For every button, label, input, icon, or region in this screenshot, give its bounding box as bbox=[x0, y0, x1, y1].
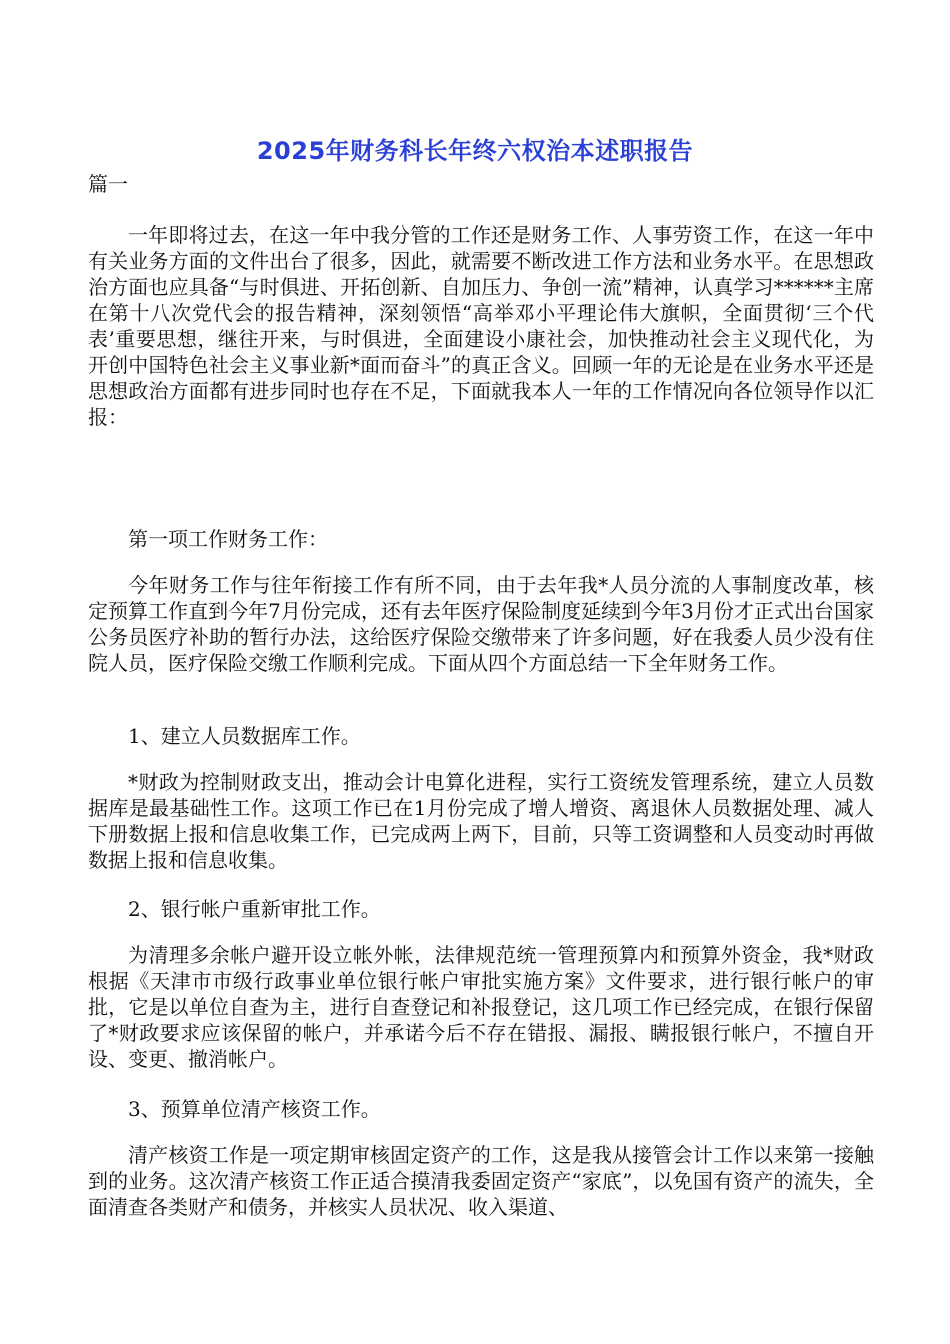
heading-finance-work-text: 第一项工作财务工作： bbox=[128, 527, 328, 551]
item-3-title: 3、预算单位清产核资工作。 bbox=[128, 1097, 381, 1121]
finance-work-text: 今年财务工作与往年衔接工作有所不同，由于去年我*人员分流的人事制度改革，核定预算工作直到今年7月份完成，还有去年医疗保险制度延续到今年3月份才正式出台国家公务员医疗补助的暂行办法，这给医疗保险交缴带来了许多问题，好在我委人员少没有住院人员，医疗保险交缴工作顺利完成。下面从四个方面总结一下全年财务工作。 bbox=[88, 573, 874, 675]
finance-work-paragraph bbox=[88, 572, 874, 676]
item-3-text: 清产核资工作是一项定期审核固定资产的工作，这是我从接管会计工作以来第一接触到的业务。这次清产核资工作正适合摸清我委固定资产“家底”，以免国有资产的流失，全面清查各类财产和债务，并核实人员状况、收入渠道、 bbox=[88, 1143, 874, 1219]
item-1-paragraph bbox=[88, 769, 874, 873]
item-1-heading bbox=[88, 723, 874, 749]
section-label-text: 篇一 bbox=[88, 172, 128, 196]
item-1-title: 1、建立人员数据库工作。 bbox=[128, 724, 361, 748]
item-2-paragraph bbox=[88, 942, 874, 1072]
section-label bbox=[88, 171, 874, 197]
item-3-paragraph bbox=[88, 1142, 874, 1220]
document-title: 2025年财务科长年终六权治本述职报告 bbox=[256, 137, 694, 165]
intro-paragraph bbox=[88, 222, 874, 430]
item-3-heading bbox=[88, 1096, 874, 1122]
heading-finance-work bbox=[88, 526, 874, 552]
item-1-text: *财政为控制财政支出，推动会计电算化进程，实行工资统发管理系统，建立人员数据库是最基础性工作。这项工作已在1月份完成了增人增资、离退休人员数据处理、减人下册数据上报和信息收集工作，已完成两上两下，目前，只等工资调整和人员变动时再做数据上报和信息收集。 bbox=[88, 770, 874, 872]
item-2-text: 为清理多余帐户避开设立帐外帐，法律规范统一管理预算内和预算外资金，我*财政根据《天津市市级行政事业单位银行帐户审批实施方案》文件要求，进行银行帐户的审批，它是以单位自查为主，进行自查登记和补报登记，这几项工作已经完成，在银行保留了*财政要求应该保留的帐户，并承诺今后不存在错报、漏报、瞒报银行帐户，不擅自开设、变更、撤消帐户。 bbox=[88, 943, 874, 1071]
item-2-title: 2、银行帐户重新审批工作。 bbox=[128, 897, 381, 921]
intro-text: 一年即将过去，在这一年中我分管的工作还是财务工作、人事劳资工作，在这一年中有关业务方面的文件出台了很多，因此，就需要不断改进工作方法和业务水平。在思想政治方面也应具备“与时俱进、开拓创新、自加压力、争创一流”精神，认真学习******主席在第十八次党代会的报告精神，深刻领悟“高举邓小平理论伟大旗帜，全面贯彻‘三个代表’重要思想，继往开来，与时俱进，全面建设小康社会，加快推动社会主义现代化，为开创中国特色社会主义事业新*面而奋斗”的真正含义。回顾一年的无论是在业务水平还是思想政治方面都有进步同时也存在不足，下面就我本人一年的工作情况向各位领导作以汇报： bbox=[88, 223, 874, 429]
item-2-heading bbox=[88, 896, 874, 922]
